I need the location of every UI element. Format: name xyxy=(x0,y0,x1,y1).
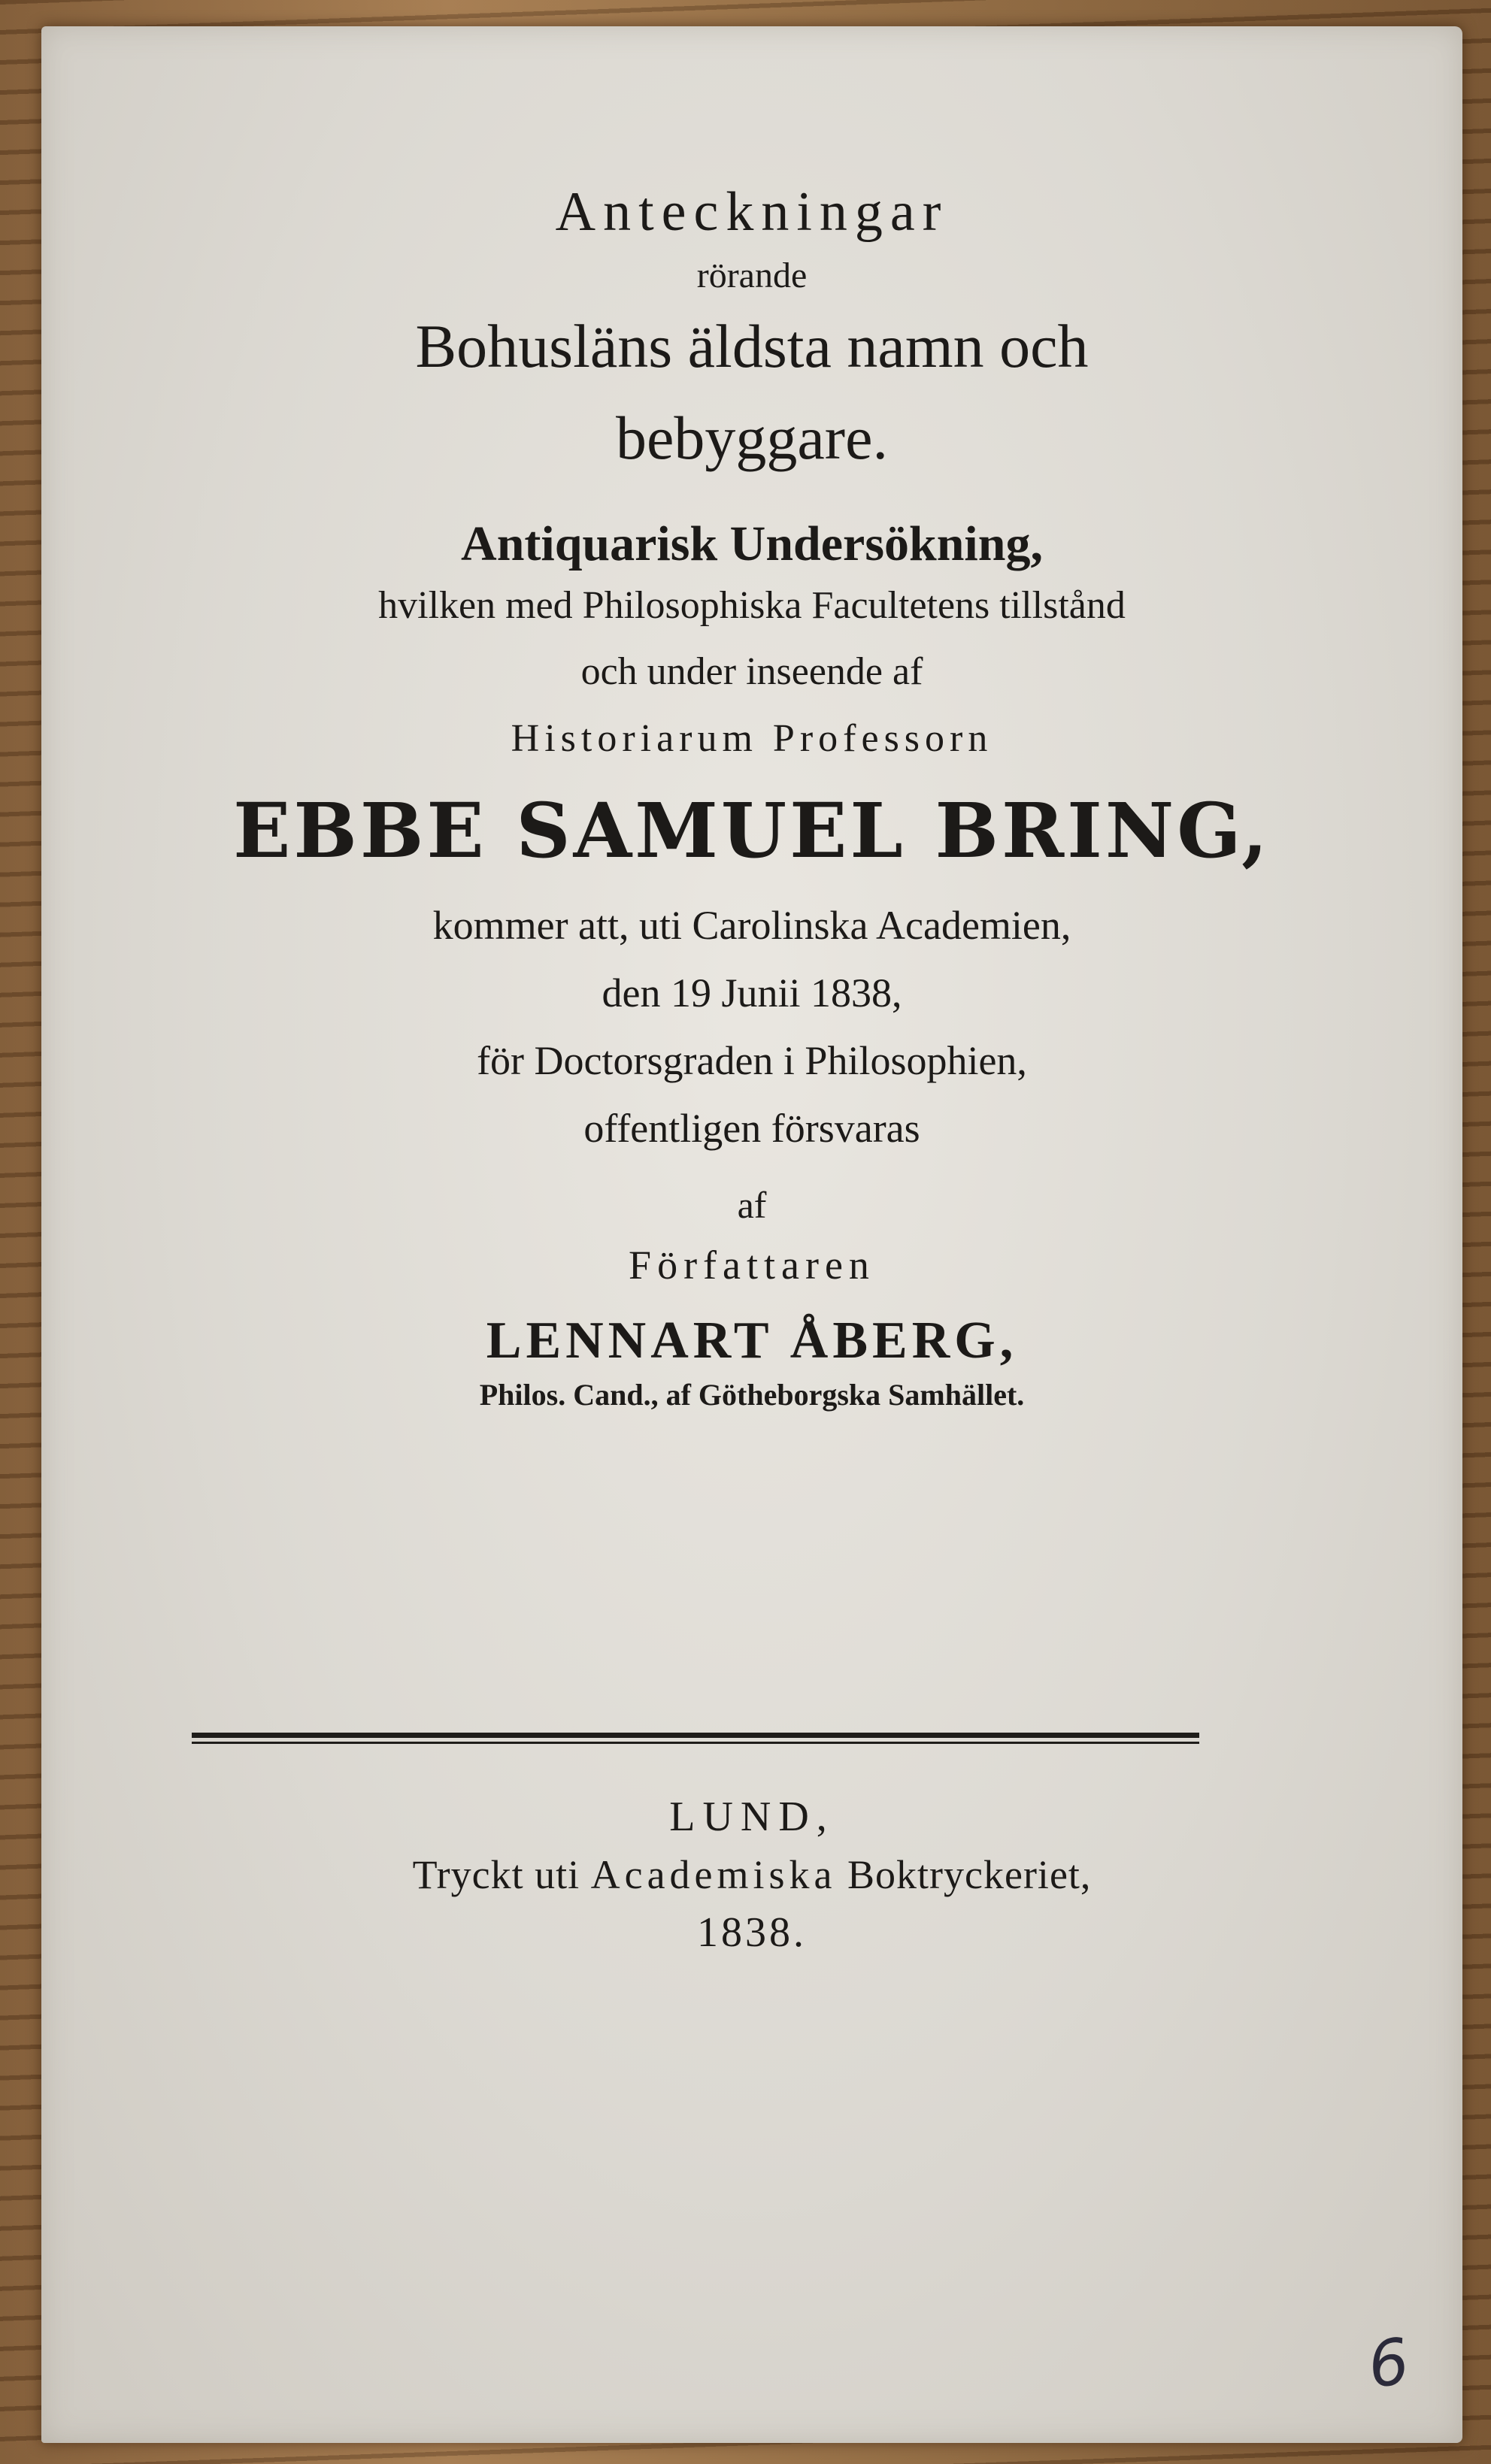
printer-prefix: Tryckt uti xyxy=(412,1852,580,1897)
author-name: LENNART ÅBERG, xyxy=(486,1312,1018,1370)
title-line-1: Bohusläns äldsta namn och xyxy=(415,312,1089,380)
rule-thin xyxy=(192,1742,1199,1744)
author-role: Författaren xyxy=(629,1243,875,1288)
defense-line-4: offentligen försvaras xyxy=(583,1106,920,1151)
defense-line-1: kommer att, uti Carolinska Academien, xyxy=(432,903,1071,948)
imprint-block xyxy=(41,1793,1462,1957)
presider-title: Historiarum Professorn xyxy=(511,717,993,760)
by-line: af xyxy=(737,1184,767,1226)
defense-date: den 19 Junii 1838, xyxy=(602,970,902,1016)
permission-line-1: hvilken med Philosophiska Facultetens tillstånd xyxy=(378,584,1126,627)
presider-name: EBBE SAMUEL BRING, xyxy=(233,786,1271,875)
title-block xyxy=(41,26,1462,1412)
author-affiliation: Philos. Cand., af Götheborgska Samhället. xyxy=(479,1378,1025,1412)
defense-line-3: för Doctorsgraden i Philosophien, xyxy=(477,1038,1027,1083)
title-line-2: bebyggare. xyxy=(616,404,888,472)
title-connector: rörande xyxy=(696,256,808,295)
imprint-printer xyxy=(41,1851,1462,1898)
document-page xyxy=(41,26,1462,2443)
permission-line-2: och under inseende af xyxy=(580,650,923,693)
printer-suffix: Boktryckeriet, xyxy=(847,1852,1092,1897)
imprint-year: 1838. xyxy=(697,1909,807,1956)
double-rule-divider xyxy=(192,1733,1199,1746)
document-title: Anteckningar xyxy=(555,181,949,243)
genre-line: Antiquarisk Undersökning, xyxy=(461,516,1043,571)
rule-thick xyxy=(192,1733,1199,1738)
handwritten-page-number: 6 xyxy=(1363,2323,1414,2403)
imprint-place: LUND, xyxy=(669,1794,835,1840)
printer-spaced: Academiska xyxy=(590,1852,837,1897)
